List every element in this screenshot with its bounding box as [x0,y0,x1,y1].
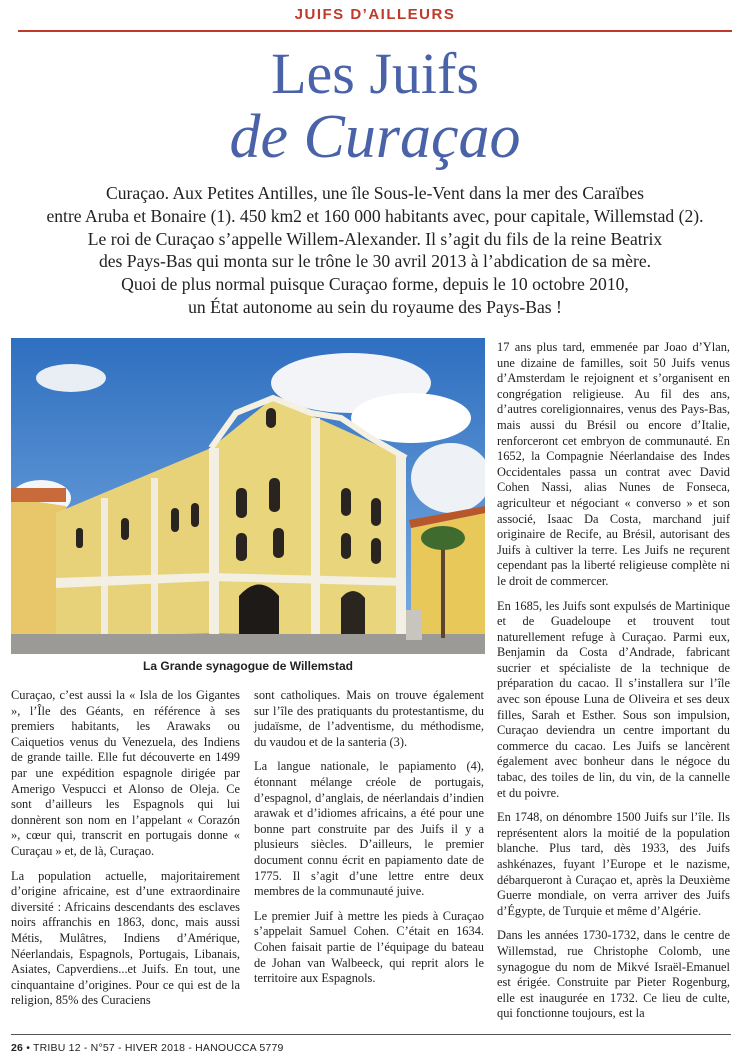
page-number: 26 [11,1042,24,1054]
article-title-line1: Les Juifs [271,41,479,106]
synagogue-photo [11,338,485,654]
lead-line: Curaçao. Aux Petites Antilles, une île Sous-le-Vent dans la mer des Caraïbes [106,183,644,203]
section-rubric: JUIFS D’AILLEURS [294,6,456,23]
photo-caption: La Grande synagogue de Willemstad [143,659,353,673]
article-column-1 [11,688,240,1018]
paragraph: Le premier Juif à mettre les pieds à Curaçao s’appelait Samuel Cohen. C’était en 1634. Cohen faisait partie de l’équipage du bateau de Johan van Walbeeck, qui reprit alors le territoire aux Espagnols. [254,908,484,986]
footer-bullet: • [26,1042,34,1054]
paragraph: Curaçao, c’est aussi la « Isla de los Gigantes », l’Île des Géants, en référence à ses premiers habitants, les Arawaks ou Caiquetios venus du Venezuela, des Indiens de grande taille. Elle fut découverte en 1499 par une expédition espagnole dirigée par Amerigo Vespucci et Alonso de Oleja. Ce sont d’ailleurs les Espagnols qui lui donnèrent son nom en l’appelant « Corazón », cœur qui, transcrit en portugais donne « Curaçau » et, de là, Curaçao. [11,688,240,858]
lead-line: un État autonome au sein du royaume des Pays-Bas ! [188,296,562,317]
lead-line: Quoi de plus normal puisque Curaçao forme, depuis le 10 octobre 2010, [121,274,629,295]
paragraph: sont catholiques. Mais on trouve également sur l’île des pratiquants du protestantisme, du judaïsme, de l’adventisme, du méthodisme, du vaudou et de la santeria (3). [254,688,484,749]
paragraph: En 1685, les Juifs sont expulsés de Martinique et de Guadeloupe et trouvent tout naturellement refuge à Curaçao. Parmi eux, Benjamin da Costa d’Andrade, fabricant sucrier et spécialiste de la technique de préparation du cacao. Il s’installera sur l’île avec son épouse Luna de Oliveira et ses deux filles, Sarah et Esther. Sous son impulsion, Curaçao deviendra un centre important du commerce du cacao. Les Juifs se lancèrent également avec bonheur dans le négoce du tabac, des toiles de lin, du vin, de la cannelle et du poivre. [497,598,730,800]
article-column-2 [254,688,484,996]
article-title-line2: de Curaçao [229,103,521,171]
paragraph: Dans les années 1730-1732, dans le centre de Willemstad, rue Christophe Colomb, une synagogue du nom de Mikvé Israël-Emanuel est érigée. Construite par Pieter Rogenburg, elle est inaugurée en 1732. Ce lieu de culte, qui fonctionne toujours, est la [497,928,730,1021]
paragraph: 17 ans plus tard, emmenée par Joao d’Ylan, une dizaine de familles, soit 50 Juifs venus d’Amsterdam le rejoignent et s’organisent en congrégation religieuse. Au fil des ans, d’autres coreligionnaires, venus des Pays-Bas, mais aussi du Brésil ou encore d’Italie, renforceront cet embryon de communauté. En 1652, la Compagnie Néerlandaise des Indes Occidentales passa un contrat avec David Cohen Nassi, alias Nunes de Fonseca, agriculteur et négociant « converso » et son associé, Isaac Da Costa, marchand juif originaire de Recife, au Brésil, autorisant des Juifs à cultiver la terre. Les Juifs ne reçurent cependant pas la liberté religieuse complète ni le droit de commercer. [497,340,730,588]
paragraph: La population actuelle, majoritairement d’origine africaine, est d’une extraordinaire diversité : Africains descendants des esclaves noirs affranchis en 1863, donc, mais aussi Métis, Mulâtres, Indiens d’Amérique, Néerlandais, Espagnols, Portugais, Libanais, Asiates, Capverdiens...et Juifs. En tout, une cinquantaine d’origines. Pour ce qui est de la religion, 85% des Curaciens [11,868,240,1008]
paragraph: La langue nationale, le papiamento (4), étonnant mélange créole de portugais, d’espagnol, d’anglais, de néerlandais d’indien arawak et d’idiomes africains, a été pour une bonne part construite par des Juifs il y a plusieurs siècles. D’ailleurs, le premier document connu écrit en papiamento date de 1775. Il s’agit d’une lettre entre deux membres de la communauté juive. [254,759,484,899]
lead-line: des Pays-Bas qui monta sur le trône le 30 avril 2013 à l’abdication de sa mère. [98,251,652,272]
paragraph: En 1748, on dénombre 1500 Juifs sur l’île. Ils représentent alors la moitié de la population blanche. Plus tard, dès 1933, des Juifs ashkénazes, fuyant l’Europe et le nazisme, débarqueront à Curaçao et, après la Deuxième Guerre mondiale, on verra arriver des Juifs d’Égypte, de Turquie et même d’Algérie. [497,810,730,918]
footer-divider [11,1034,731,1035]
article-column-3 [497,340,730,1031]
rubric-divider [18,30,732,32]
publication-info: TRIBU 12 - N°57 - HIVER 2018 - HANOUCCA 5779 [33,1042,284,1054]
article-lead [0,182,750,319]
page-footer [11,1042,284,1054]
lead-line: entre Aruba et Bonaire (1). 450 km2 et 160 000 habitants avec, pour capitale, Willemstad (2). [46,205,704,226]
lead-line: Le roi de Curaçao s’appelle Willem-Alexander. Il s’agit du fils de la reine Beatrix [87,228,663,249]
